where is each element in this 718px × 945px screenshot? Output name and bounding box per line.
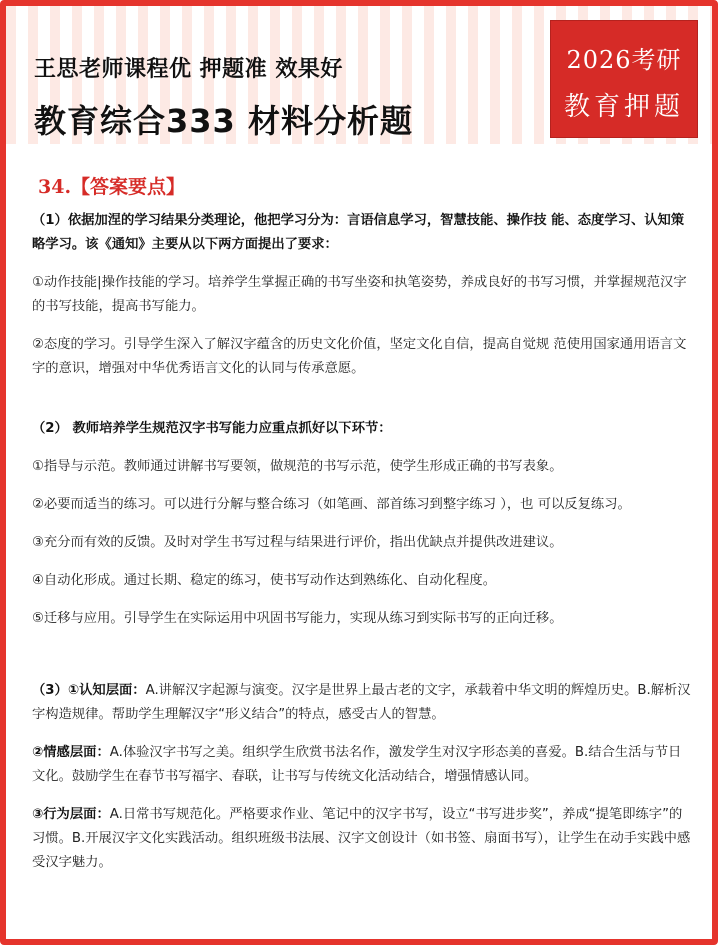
part3-item2 (32, 741, 694, 789)
part3-item3-text: A.日常书写规范化。严格要求作业、笔记中的汉字书写，设立“书写进步奖”，养成“提笔即练字”的习惯。B.开展汉字文化实践活动。组织班级书法展、汉字文创设计（如书签、扇面书写），让学生在动手实践中感受汉字魅力。 (32, 807, 691, 870)
part3-item1-label: （3）①认知层面： (32, 683, 146, 698)
spacer (32, 395, 694, 417)
part1-item1: ①动作技能|操作技能的学习。培养学生掌握正确的书写坐姿和执笔姿势，养成良好的书写习惯，并掌握规范汉字的书写技能，提高书写能力。 (32, 275, 687, 314)
part3-item2-text: A.体验汉字书写之美。组织学生欣赏书法名作，激发学生对汉字形态美的喜爱。B.结合生活与节日文化。鼓励学生在春节书写福字、春联，让书写与传统文化活动结合，增强情感认同。 (32, 745, 682, 784)
part2-intro: （2） 教师培养学生规范汉字书写能力应重点抓好以下环节： (32, 421, 392, 436)
part3-item1 (32, 679, 694, 727)
part2-item5: ⑤迁移与应用。引导学生在实际运用中巩固书写能力，实现从练习到实际书写的正向迁移。 (32, 611, 563, 626)
spacer (32, 645, 694, 679)
answer-content (32, 172, 694, 889)
part1-item2: ②态度的学习。引导学生深入了解汉字蕴含的历史文化价值，坚定文化自信，提高自觉规 范使用国家通用语言文字的意识，增强对中华优秀语言文化的认同与传承意愿。 (32, 337, 687, 376)
badge-line1: 2026考研 (566, 46, 682, 74)
part3-item3 (32, 803, 694, 875)
part1-intro: （1）依据加涅的学习结果分类理论，他把学习分为：言语信息学习，智慧技能、操作技 能、态度学习、认知策略学习。该《通知》主要从以下两方面提出了要求： (32, 213, 685, 252)
badge-line2: 教育押题 (563, 92, 684, 122)
part2-item3: ③充分而有效的反馈。及时对学生书写过程与结果进行评价，指出优缺点并提供改进建议。 (32, 535, 563, 550)
part2-item2: ②必要而适当的练习。可以进行分解与整合练习（如笔画、部首练习到整字练习 ），也 可以反复练习。 (32, 497, 631, 512)
part3-item1-text: A.讲解汉字起源与演变。汉字是世界上最古老的文字，承载着中华文明的辉煌历史。B.解析汉字构造规律。帮助学生理解汉字“形义结合”的特点，感受古人的智慧。 (32, 683, 691, 722)
section-title: 34.【答案要点】 (38, 176, 186, 198)
part3-item3-label: ③行为层面： (32, 807, 110, 822)
header-main-title: 教育综合333 材料分析题 (34, 102, 413, 140)
part2-item4: ④自动化形成。通过长期、稳定的练习，使书写动作达到熟练化、自动化程度。 (32, 573, 497, 588)
exam-badge (550, 20, 698, 138)
part2-item1: ①指导与示范。教师通过讲解书写要领，做规范的书写示范，使学生形成正确的书写表象。 (32, 459, 563, 474)
header-slogan: 王思老师课程优 押题准 效果好 (34, 57, 343, 82)
part3-item2-label: ②情感层面： (32, 745, 110, 760)
